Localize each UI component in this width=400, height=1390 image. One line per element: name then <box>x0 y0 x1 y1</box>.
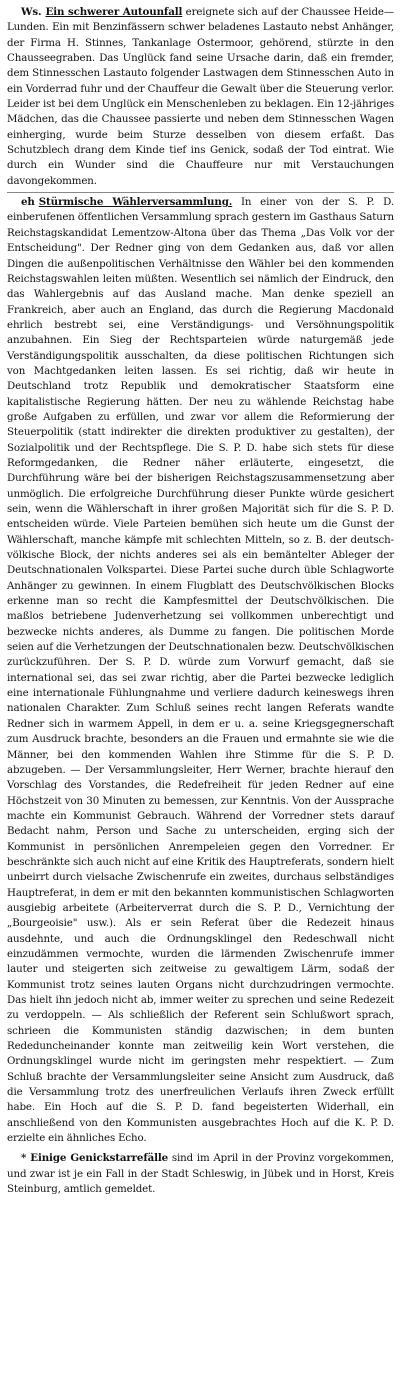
article-heading: Stürmische Wählerversammlung. <box>38 196 233 209</box>
column-divider <box>7 192 394 193</box>
article-paragraph <box>7 195 394 1146</box>
article-marker: Ws. <box>21 6 42 18</box>
article-text: ereignete sich auf der Chaussee Heide—Lunden. Ein mit Benzinfässern schwer beladenes Lastauto nebst Anhänger, der Firma H. Stinnes, Tankanlage Ostermoor, gehörend, stürzte in den Chausseegraben. Das Unglück fand seine Ursache darin, daß ein fremder, dem Stinnesschen Lastauto folgender Lastwagen dem Stinnesschen Auto in ein Vorderrad fuhr und der Chauffeur die Gewalt über die Steuerung verlor. Leider ist bei dem Unglück ein Menschenleben zu beklagen. Ein 12-jähriges Mädchen, das die Chaussee passierte und neben dem Stinnesschen Wagen einherging, wurde beim Sturze desselben von diesem erfaßt. Das Schutzblech drang dem Kinde tief ins Genick, sodaß der Tod eintrat. Wie durch ein Wunder sind die Chauffeure nur mit Verstauchungen davongekommen. <box>7 6 394 187</box>
article-text: In einer von der S. P. D. einberufenen öffentlichen Versammlung sprach gestern im Gasthaus Saturn Reichstagskandidat Lementzow-Altona über das Thema „Das Volk vor der Entscheidung". Der Redner ging von dem Gedanken aus, daß vor allen Dingen die außenpolitischen Verhältnisse den Wähler bei den kommenden Reichstagswahlen leiten müßten. Wesentlich sei nämlich der Eindruck, den das Wahlergebnis auf das Ausland mache. Man denke speziell an Frankreich, aber auch an England, das durch die Regierung Macdonald ehrlich bestrebt sei, eine Verständigungs- und Versöhnungspolitik anzubahnen. Ein Sieg der Rechtsparteien würde naturgemäß jede Verständigungspolitik ausschalten, da diese politischen Richtungen sich von Machtgedanken leiten lassen. Es sei richtig, daß wir heute in Deutschland trotz Republik und demokratischer Staatsform eine kapitalistische Regierung hätten. Der neu zu wählende Reichstag habe große Aufgaben zu erfüllen, und zwar vor allem die Reformierung der Steuerpolitik (statt indirekter die direkten produktiver zu gestalten), der Sozialpolitik und der Rechtspflege. Die S. P. D. habe sich stets für diese Reformgedanken, die Redner näher erläuterte, eingesetzt, die Durchführung wäre bei der bisherigen Reichstagszusammensetzung aber unmöglich. Die erfolgreiche Durchführung dieser Punkte würde gesichert sein, wenn die Wählerschaft in ihrer großen Majorität sich für die S. P. D. entscheiden würde. Viele Parteien bemühen sich heute um die Gunst der Wählerschaft, manche kämpfe mit schlechten Mitteln, so z. B. der deutsch-völkische Block, der nichts anderes sei als ein bemäntelter Ableger der Deutschnationalen Volkspartei. Diese Partei suche durch üble Schlagworte Anhänger zu gewinnen. In einem Flugblatt des Deutschvölkischen Blocks erkenne man so recht die Kampfesmittel der Deutschvölkischen. Die maßlos betriebene Judenverhetzung sei vollkommen unberechtigt und bezwecke nichts anderes, als Dumme zu fangen. Die politischen Morde seien auf die Verhetzungen der Deutschnationalen bezw. Deutschvölkischen zurückzuführen. Der S. P. D. würde zum Vorwurf gemacht, daß sie international sei, das sei zwar richtig, aber die Partei bezwecke lediglich eine internationale Fühlungnahme und verliere dadurch keineswegs ihren nationalen Charakter. Zum Schluß seines recht langen Referats wandte Redner sich in warmem Appell, in dem er u. a. seine Kriegsgegnerschaft zum Ausdruck brachte, besonders an die Frauen und ermahnte sie wie die Männer, bei den kommenden Wahlen ihre Stimme für die S. P. D. abzugeben. — Der Versammlungsleiter, Herr Werner, brachte hierauf den Vorschlag des Vorstandes, die Redefreiheit für jeden Redner auf eine Höchstzeit von 30 Minuten zu bemessen, zur Kenntnis. Von der Aussprache machte ein Kommunist Gebrauch. Während der Vorredner stets darauf Bedacht nahm, Person und Sache zu unterscheiden, erging sich der Kommunist in persönlichen Anrempeleien gegen den Vorredner. Er beschränkte sich auch nicht auf eine Kritik des Hauptreferats, sondern hielt unbeirrt durch vielsache Zwischenrufe ein zweites, durchaus selbständiges Hauptreferat, in dem er mit den bekannten kommunistischen Schlagworten ausgiebig arbeitete (Arbeiterverrat durch die S. P. D., Vernichtung der „Bourgeoisie" usw.). Als er sein Referat über die Redezeit hinaus ausdehnte, und auch die Ordnungsklingel den Redeschwall nicht einzudämmen vermochte, wurden die lärmenden Zwischenrufe immer lauter und steigerten sich zeitweise zu gewaltigem Lärm, sodaß der Kommunist trotz seines lauten Organs nicht durchzudringen vermochte. Das hielt ihn jedoch nicht ab, immer weiter zu sprechen und seine Redezeit zu verdoppeln. — Als schließlich der Referent sein Schlußwort sprach, schrieen die Kommunisten ständig dazwischen; in dem bunten Rededuncheinander konnte man zeitweilig kein Wort verstehen, die Ordnungsklingel wurde nicht im geringsten mehr respektiert. — Zum Schluß brachte der Versammlungsleiter seine Ansicht zum Ausdruck, daß die Versammlung trotz des unerfreulichen Verlaufs ihren Zweck erfüllt habe. Ein Hoch auf die S. P. D. fand begeisterten Widerhall, ein anschließend von den Kommunisten ausgebrachtes Hoch auf die K. P. D. erzielte ein ähnliches Echo. <box>7 196 394 1145</box>
article-heading: Ein schwerer Autounfall <box>45 6 183 18</box>
article-marker: eh <box>21 196 35 209</box>
article-waehlerversammlung <box>7 195 394 1146</box>
article-autounfall <box>7 5 394 189</box>
article-paragraph <box>7 5 394 189</box>
article-genickstarre <box>7 1151 394 1197</box>
article-marker: * <box>21 1152 27 1165</box>
article-text: sind im April in der Provinz vorgekommen, und zwar ist je ein Fall in der Stadt Schleswig, in Jübek und in Horst, Kreis Steinburg, amtlich gemeldet. <box>7 1152 394 1196</box>
article-heading: Einige Genickstarrefälle <box>30 1152 169 1165</box>
article-paragraph <box>7 1151 394 1197</box>
